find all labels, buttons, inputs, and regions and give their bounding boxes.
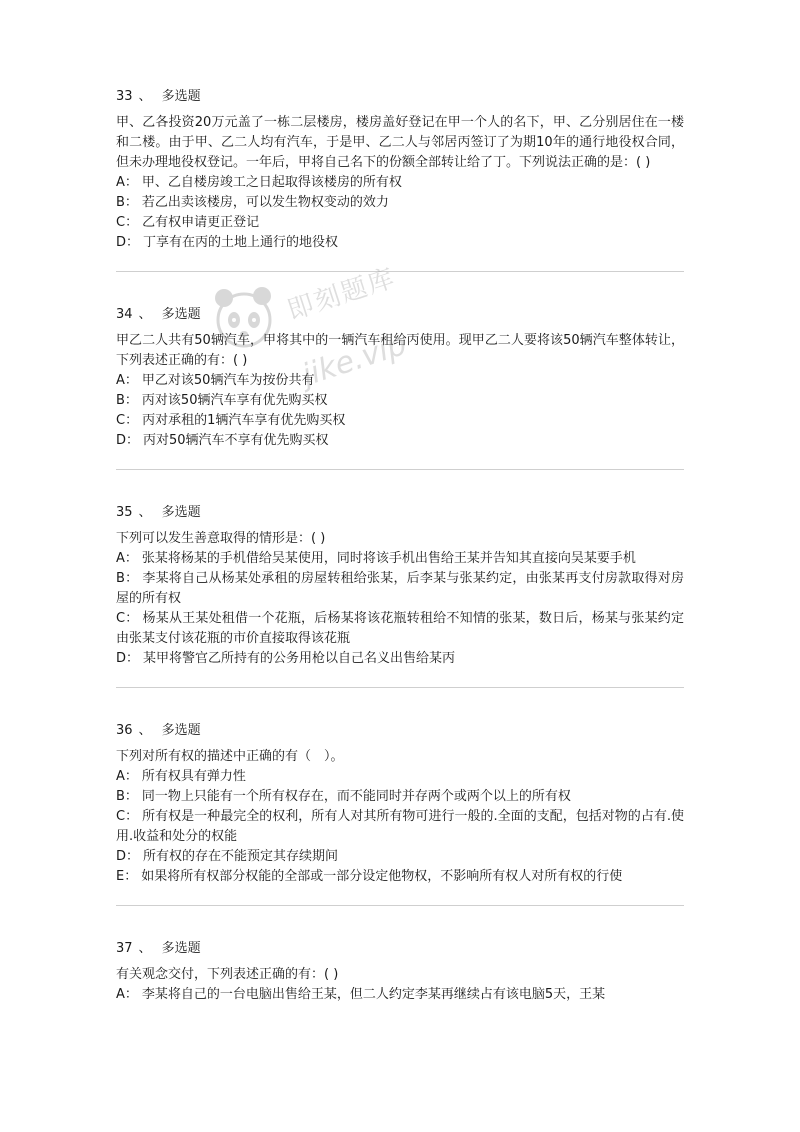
question-35: [116, 498, 684, 669]
question-header: [116, 939, 684, 959]
option-text: 若乙出卖该楼房，可以发生物权变动的效力: [141, 195, 389, 210]
option-text: 某甲将警官乙所持有的公务用枪以自己名义出售给某丙: [143, 651, 456, 666]
option-letter: B：: [116, 789, 138, 804]
option-c: [116, 213, 684, 233]
option-letter: B：: [116, 195, 138, 210]
question-34: [116, 300, 684, 451]
question-divider: [116, 687, 684, 688]
question-stem: 甲、乙各投资20万元盖了一栋二层楼房，楼房盖好登记在甲一个人的名下，甲、乙分别居住在一楼和二楼。由于甲、乙二人均有汽车，于是甲、乙二人与邻居丙签订了为期10年的通行地役权合同，但未办理地役权登记。一年后，甲将自己名下的份额全部转让给了丁。下列说法正确的是：( ): [116, 115, 684, 170]
question-separator: 、: [138, 941, 152, 956]
question-stem: 下列对所有权的描述中正确的有（ ）。: [116, 749, 344, 764]
option-a: [116, 767, 684, 787]
option-text: 甲、乙自楼房竣工之日起取得该楼房的所有权: [141, 175, 402, 190]
option-b: [116, 391, 684, 411]
option-letter: A：: [116, 373, 138, 388]
question-header: [116, 503, 684, 523]
option-letter: D：: [116, 433, 140, 448]
question-separator: 、: [138, 723, 152, 738]
question-type: 多选题: [161, 89, 201, 104]
option-letter: A：: [116, 769, 138, 784]
question-number: 34: [116, 307, 133, 322]
option-e: [116, 867, 684, 887]
option-b: [116, 787, 684, 807]
option-text: 丙对承租的1辆汽车享有优先购买权: [142, 413, 346, 428]
option-text: 所有权是一种最完全的权利，所有人对其所有物可进行一般的.全面的支配，包括对物的占有.使用.收益和处分的权能: [116, 809, 685, 844]
question-number: 33: [116, 89, 133, 104]
question-divider: [116, 469, 684, 470]
option-letter: D：: [116, 651, 140, 666]
option-text: 丙对该50辆汽车享有优先购买权: [141, 393, 328, 408]
option-d: [116, 649, 684, 669]
question-separator: 、: [138, 307, 152, 322]
question-divider: [116, 905, 684, 906]
option-a: [116, 985, 684, 1005]
option-b: [116, 193, 684, 213]
option-c: [116, 807, 684, 847]
option-c: [116, 411, 684, 431]
option-letter: C：: [116, 413, 139, 428]
option-a: [116, 371, 684, 391]
question-header: [116, 305, 684, 325]
option-letter: C：: [116, 611, 139, 626]
option-letter: C：: [116, 215, 139, 230]
question-stem: 甲乙二人共有50辆汽车，甲将其中的一辆汽车租给丙使用。现甲乙二人要将该50辆汽车整体转让，下列表述正确的有：( ): [116, 333, 684, 368]
option-letter: D：: [116, 849, 140, 864]
option-letter: C：: [116, 809, 139, 824]
option-letter: B：: [116, 393, 138, 408]
option-text: 丙对50辆汽车不享有优先购买权: [143, 433, 329, 448]
option-letter: A：: [116, 551, 138, 566]
question-36: [116, 716, 684, 887]
option-text: 所有权具有弹力性: [141, 769, 246, 784]
option-letter: D：: [116, 235, 140, 250]
option-text: 丁享有在丙的土地上通行的地役权: [143, 235, 339, 250]
option-d: [116, 847, 684, 867]
watermark-url: jike.vip: [298, 326, 411, 394]
option-c: [116, 609, 684, 649]
option-d: [116, 431, 684, 451]
option-text: 李某将自己的一台电脑出售给王某，但二人约定李某再继续占有该电脑5天，王某: [141, 987, 606, 1002]
question-number: 35: [116, 505, 133, 520]
option-letter: E：: [116, 869, 138, 884]
option-letter: B：: [116, 571, 139, 586]
question-stem: 有关观念交付，下列表述正确的有：( ): [116, 967, 339, 982]
question-header: [116, 87, 684, 107]
question-stem: 下列可以发生善意取得的情形是：( ): [116, 531, 326, 546]
question-divider: [116, 271, 684, 272]
question-type: 多选题: [161, 723, 201, 738]
question-number: 37: [116, 941, 133, 956]
question-37: [116, 934, 684, 1005]
option-text: 如果将所有权部分权能的全部或一部分设定他物权，不影响所有权人对所有权的行使: [141, 869, 623, 884]
watermark-brand: 即刻题库: [283, 263, 400, 327]
question-type: 多选题: [161, 505, 201, 520]
option-letter: A：: [116, 987, 138, 1002]
option-text: 张某将杨某的手机借给吴某使用，同时将该手机出售给王某并告知其直接向吴某要手机: [141, 551, 636, 566]
question-33: [116, 82, 684, 253]
question-type: 多选题: [161, 307, 201, 322]
option-letter: A：: [116, 175, 138, 190]
question-number: 36: [116, 723, 133, 738]
question-header: [116, 721, 684, 741]
option-text: 李某将自己从杨某处承租的房屋转租给张某，后李某与张某约定，由张某再支付房款取得对房屋的所有权: [116, 571, 684, 606]
option-d: [116, 233, 684, 253]
option-text: 乙有权申请更正登记: [142, 215, 260, 230]
option-text: 甲乙对该50辆汽车为按份共有: [141, 373, 315, 388]
question-separator: 、: [138, 89, 152, 104]
option-text: 所有权的存在不能预定其存续期间: [143, 849, 339, 864]
question-separator: 、: [138, 505, 152, 520]
option-a: [116, 549, 684, 569]
option-a: [116, 173, 684, 193]
option-text: 杨某从王某处租借一个花瓶，后杨某将该花瓶转租给不知情的张某，数日后，杨某与张某约定由张某支付该花瓶的市价直接取得该花瓶: [116, 611, 684, 646]
question-type: 多选题: [161, 941, 201, 956]
question-list: [116, 82, 684, 1005]
option-text: 同一物上只能有一个所有权存在，而不能同时并存两个或两个以上的所有权: [141, 789, 571, 804]
option-b: [116, 569, 684, 609]
